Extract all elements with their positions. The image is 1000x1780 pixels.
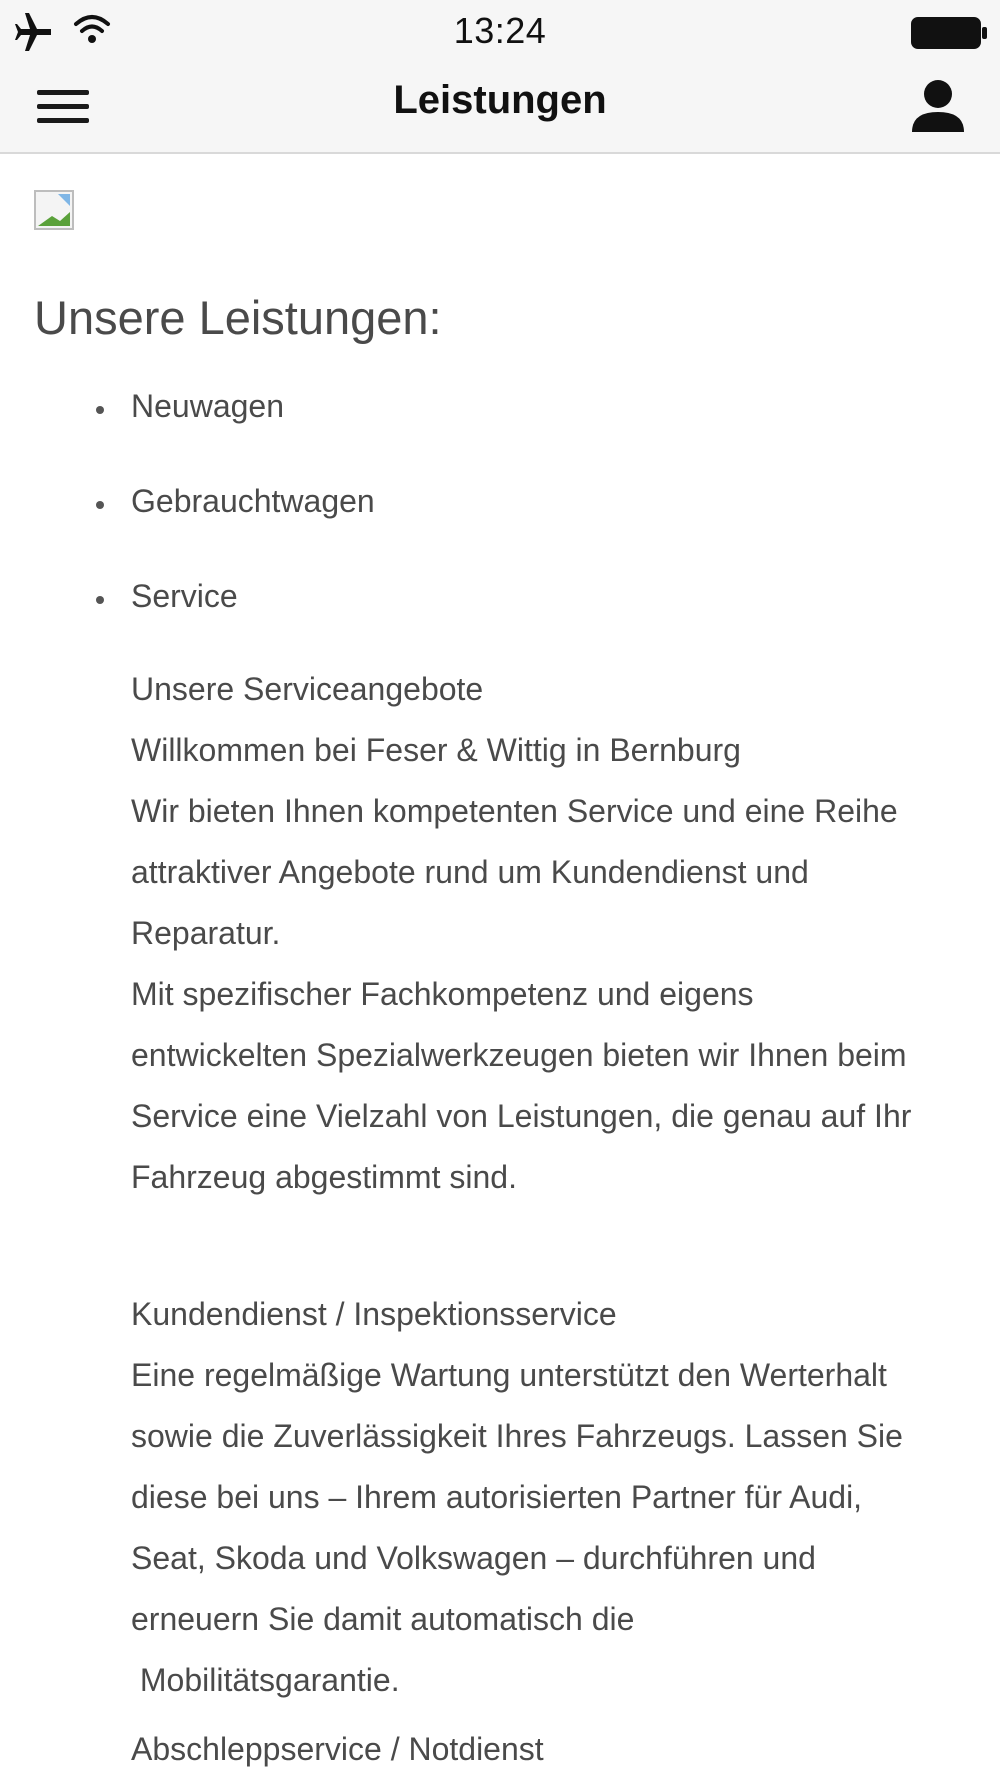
service-paragraph-3 <box>131 1719 971 1780</box>
text-line: Kundendienst / Inspektionsservice <box>131 1296 617 1332</box>
bullet-dot <box>96 406 104 414</box>
text-line: erneuern Sie damit automatisch die <box>131 1601 635 1637</box>
list-item: Service <box>131 578 238 614</box>
status-time: 13:24 <box>453 10 547 51</box>
text-line: Service eine Vielzahl von Leistungen, die genau auf Ihr <box>131 1098 912 1134</box>
text-line: sowie die Zuverlässigkeit Ihres Fahrzeugs. Lassen Sie <box>131 1418 903 1454</box>
text-line: Fahrzeug abgestimmt sind. <box>131 1159 517 1195</box>
text-line: Abschleppservice / Notdienst <box>131 1731 544 1767</box>
battery-icon <box>910 16 990 50</box>
bullet-dot <box>96 501 104 509</box>
text-line: Wir bieten Ihnen kompetenten Service und eine Reihe <box>131 793 898 829</box>
status-bar <box>0 0 1000 66</box>
text-line: Seat, Skoda und Volkswagen – durchführen und <box>131 1540 816 1576</box>
text-line: Mobilitätsgarantie. <box>131 1662 400 1698</box>
bullet-dot <box>96 596 104 604</box>
text-line: Mit spezifischer Fachkompetenz und eigens <box>131 976 754 1012</box>
text-line: entwickelten Spezialwerkzeugen bieten wir Ihnen beim <box>131 1037 907 1073</box>
text-line: Unsere Serviceangebote <box>131 671 484 707</box>
text-line: Willkommen bei Feser & Wittig in Bernburg <box>131 732 741 768</box>
list-item: Gebrauchtwagen <box>131 483 375 519</box>
text-line: diese bei uns – Ihrem autorisierten Partner für Audi, <box>131 1479 863 1515</box>
user-icon <box>898 70 978 142</box>
profile-button[interactable] <box>898 70 978 142</box>
page-title: Leistungen <box>393 78 607 122</box>
broken-image-icon <box>34 190 74 230</box>
service-paragraph-1 <box>131 659 971 1208</box>
text-line: Eine regelmäßige Wartung unterstützt den Werterhalt <box>131 1357 887 1393</box>
text-line: Reparatur. <box>131 915 281 951</box>
navigation-bar <box>0 66 1000 154</box>
section-heading: Unsere Leistungen: <box>34 291 442 344</box>
list-item: Neuwagen <box>131 388 284 424</box>
text-line: attraktiver Angebote rund um Kundendienst und <box>131 854 809 890</box>
service-paragraph-2 <box>131 1284 971 1711</box>
